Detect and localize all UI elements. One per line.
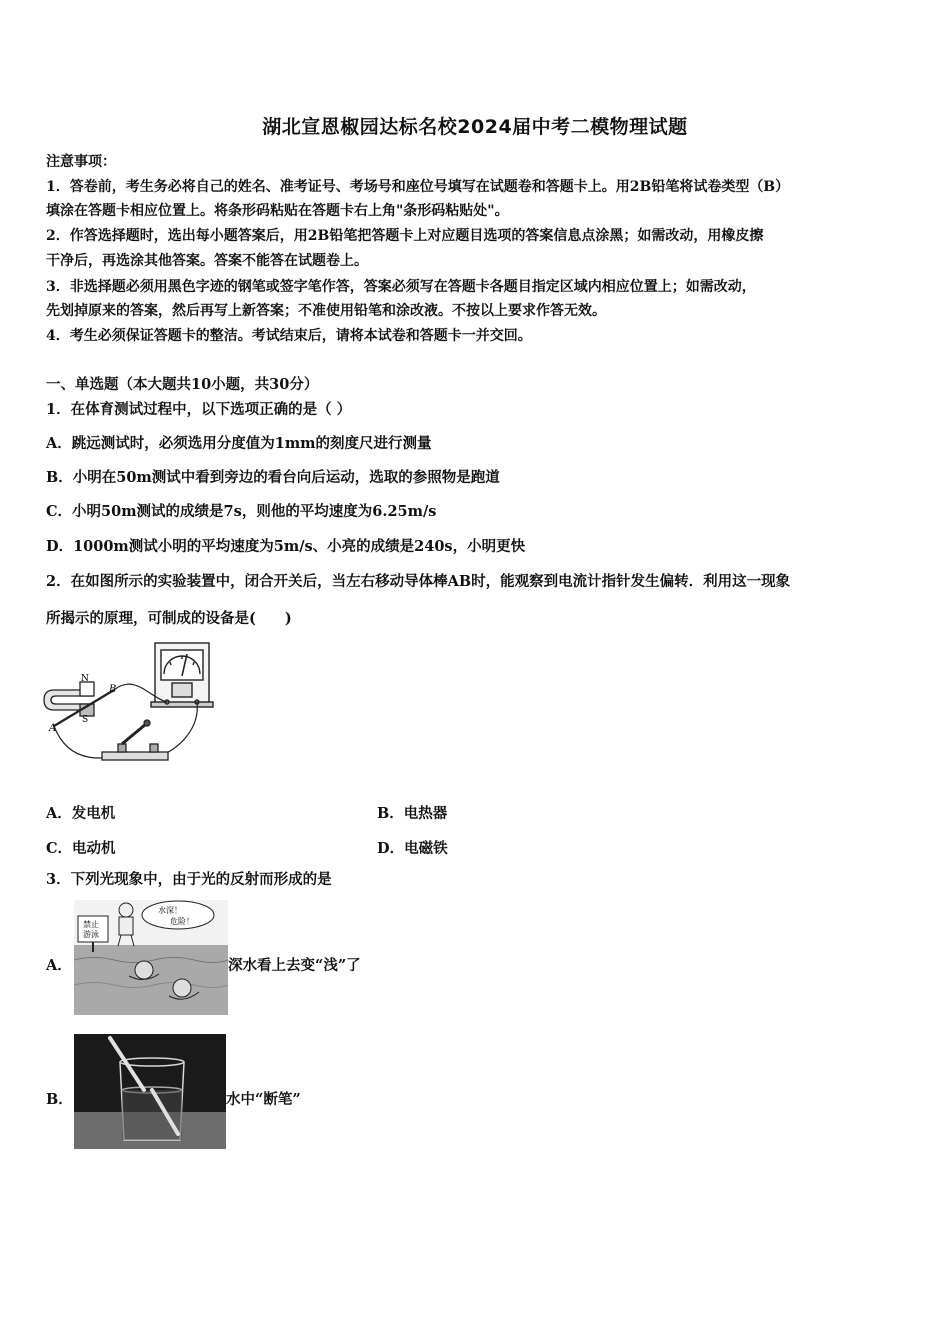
question-3-option-a-text: 深水看上去变“浅”了 [228, 957, 361, 974]
swimming-warning-image [74, 900, 228, 1015]
notice-item: 2．作答选择题时，选出每小题答案后，用2B铅笔把答题卡上对应题目选项的答案信息点涂黑；如需改动，用橡皮擦 [46, 228, 764, 244]
sign-text-1: 禁止 [83, 920, 99, 929]
notice-item: 先划掉原来的答案，然后再写上新答案；不准使用铅笔和涂改液。不按以上要求作答无效。 [46, 303, 606, 319]
section-heading: 一、单选题（本大题共10小题，共30分） [46, 376, 319, 393]
question-1-stem: 1．在体育测试过程中，以下选项正确的是（ ） [46, 401, 352, 418]
question-2-option-b: B．电热器 [377, 805, 448, 822]
galvanometer-icon [151, 643, 213, 707]
notice-heading: 注意事项： [46, 154, 116, 170]
rod-b-label: B [109, 684, 117, 695]
question-2-option-c: C．电动机 [46, 840, 116, 857]
magnet-n-label: N [81, 674, 89, 684]
broken-pencil-image [74, 1034, 226, 1149]
notice-item: 干净后，再选涂其他答案。答案不能答在试题卷上。 [46, 253, 368, 269]
question-2-option-a: A．发电机 [46, 805, 116, 822]
question-3-option-a-letter: A． [46, 957, 72, 974]
question-1-option-a: A．跳远测试时，必须选用分度值为1mm的刻度尺进行测量 [46, 435, 432, 452]
notice-item: 4．考生必须保证答题卡的整洁。考试结束后，请将本试卷和答题卡一并交回。 [46, 328, 532, 344]
magnet-s-label: S [82, 715, 89, 725]
bubble-text-1: 水深！ [158, 906, 182, 915]
question-1-option-d: D．1000m测试小明的平均速度为5m/s、小亮的成绩是240s，小明更快 [46, 538, 526, 555]
bubble-text-2: 危险！ [170, 917, 194, 926]
question-3-option-b-letter: B． [46, 1091, 73, 1108]
question-3-option-b-text: 水中“断笔” [226, 1091, 301, 1108]
horseshoe-magnet-icon [44, 682, 94, 716]
notice-item: 1．答卷前，考生务必将自己的姓名、准考证号、考场号和座位号填写在试题卷和答题卡上。用2B铅笔将试卷类型（B） [46, 179, 790, 195]
question-2-stem: 2．在如图所示的实验装置中，闭合开关后，当左右移动导体棒AB时，能观察到电流计指针发生偏转．利用这一现象 [46, 573, 791, 590]
sign-text-2: 游泳 [83, 930, 99, 939]
question-1-option-c: C．小明50m测试的成绩是7s，则他的平均速度为6.25m/s [46, 503, 437, 520]
question-2-stem-cont: 所揭示的原理，可制成的设备是( ) [46, 610, 292, 627]
question-3-stem: 3．下列光现象中，由于光的反射而形成的是 [46, 871, 332, 888]
question-1-option-b: B．小明在50m测试中看到旁边的看台向后运动，选取的参照物是跑道 [46, 469, 500, 486]
question-2-option-d: D．电磁铁 [377, 840, 448, 857]
switch-icon [102, 720, 168, 760]
notice-item: 填涂在答题卡相应位置上。将条形码粘贴在答题卡右上角"条形码粘贴处"。 [46, 203, 509, 219]
notice-item: 3．非选择题必须用黑色字迹的钢笔或签字笔作答，答案必须写在答题卡各题目指定区域内相应位置上；如需改动， [46, 279, 756, 295]
page-title: 湖北宣恩椒园达标名校2024届中考二模物理试题 [262, 116, 688, 138]
induction-apparatus-figure [40, 638, 230, 773]
rod-a-label: A [49, 723, 57, 734]
